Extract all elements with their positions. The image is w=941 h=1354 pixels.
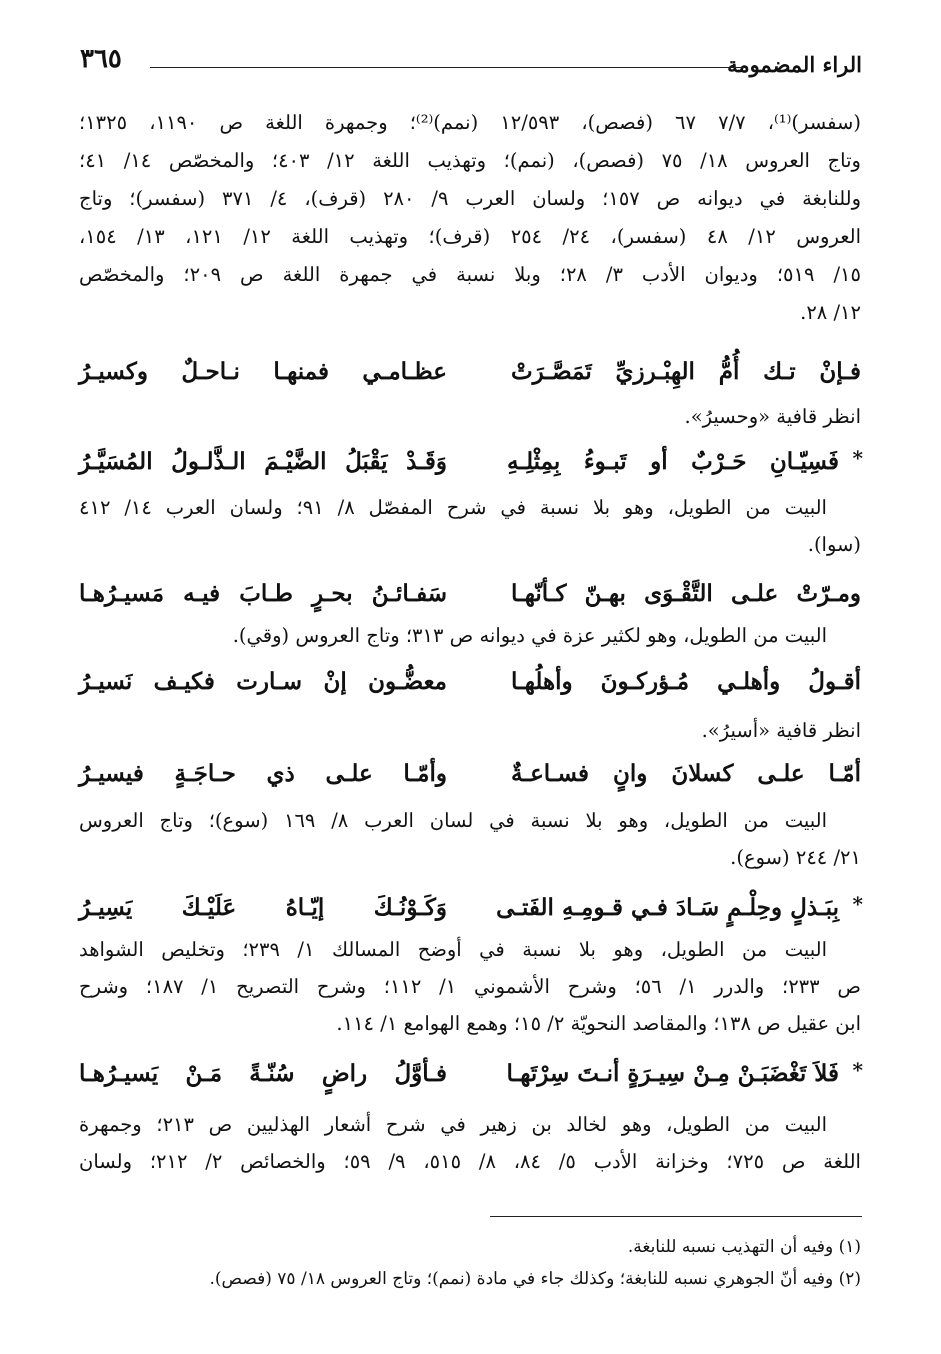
verse-line xyxy=(79,752,861,796)
intro-line: وللنابغة في ديوانه ص ١٥٧؛ ولسان العرب ٩/ ٢٨٠ (قرف)، ٤/ ٣٧١ (سفسر)؛ وتاج xyxy=(79,187,861,210)
verse-second-hemistich: وأمّـا علـى ذي حـاجَـةٍ فيسيـرُ xyxy=(79,760,447,787)
intro-line: وتاج العروس ١٨/ ٧٥ (فصص)، (نمم)؛ وتهذيب اللغة ١٢/ ٤٠٣؛ والمخصّص ١٤/ ٤١؛ xyxy=(79,149,861,172)
verse-note xyxy=(79,617,861,654)
note-line: انظر قافية «أسيرُ». xyxy=(701,719,861,742)
note-line: انظر قافية «وحسيرُ». xyxy=(684,405,861,428)
verse-line xyxy=(79,572,861,616)
verse-first-hemistich: فـإنْ تـك أُمُّ الهِبْـرزيِّ تَمَصَّـرَتْ xyxy=(511,358,861,385)
star-marker: * xyxy=(852,1058,863,1082)
note-line: ص ٢٣٣؛ والدرر ١/ ٥٦؛ وشرح الأشموني ١/ ١١٢؛ وشرح التصريح ١/ ١٨٧؛ وشرح xyxy=(79,975,861,998)
verse-first-hemistich: فَلاَ تَغْضَبَـنْ مِـنْ سِيـرَةٍ أنـتَ سِرْتَهـا xyxy=(506,1060,839,1087)
verse-first-hemistich: أقـولُ وأهلـي مُـؤركـونَ وأهلُهـا xyxy=(511,668,861,695)
verse-line xyxy=(79,1052,861,1096)
intro-line: ١٥/ ٥١٩؛ وديوان الأدب ٣/ ٢٨؛ وبلا نسبة في جمهرة اللغة ص ٢٠٩؛ والمخصّص xyxy=(79,263,861,286)
star-marker: * xyxy=(852,892,863,916)
page-number: ٣٦٥ xyxy=(80,44,122,74)
verse-line xyxy=(79,440,861,484)
note-line: اللغة ص ٧٢٥؛ وخزانة الأدب ٥/ ٨٤، ٨/ ٥١٥، ٩/ ٥٩؛ والخصائص ٢/ ٢١٢؛ ولسان xyxy=(79,1150,861,1173)
verse-first-hemistich: فَسِيّـانِ حَـرْبٌ أو تَبـوءُ بِمِثْلِـهِ xyxy=(507,448,839,475)
note-line: البيت من الطويل، وهو بلا نسبة في أوضح المسالك ١/ ٢٣٩؛ وتخليص الشواهد xyxy=(79,938,827,961)
verse-note xyxy=(79,1106,861,1180)
verse-note xyxy=(79,712,861,749)
verse-second-hemistich: عظـامـي فمنهـا نـاحـلٌ وكسيـرُ xyxy=(79,358,447,385)
note-line: البيت من الطويل، وهو لخالد بن زهير في شرح أشعار الهذليين ص ٢١٣؛ وجمهرة xyxy=(79,1113,827,1136)
verse-line xyxy=(79,886,861,930)
verse-first-hemistich: ومـرّتْ علـى التَّقْـوَى بهـنّ كـأنّهـا xyxy=(511,580,861,607)
verse-second-hemistich: وَكَـوْنُـكَ إيّـاهُ عَلَيْـكَ يَسِيـرُ xyxy=(79,894,447,921)
verse-note xyxy=(79,931,861,1042)
verse-first-hemistich: بِبَـذلٍ وحِلْـمٍ سَـادَ فـي قـومِـهِ الفَتـى xyxy=(496,894,839,921)
note-line: البيت من الطويل، وهو لكثير عزة في ديوانه ص ٣١٣؛ وتاج العروس (وقي). xyxy=(232,624,827,647)
note-line: ابن عقيل ص ١٣٨؛ والمقاصد النحويّة ٢/ ١٥؛ وهمع الهوامع ١/ ١١٤. xyxy=(336,1012,861,1035)
verse-second-hemistich: سَفـائـنُ بحـرٍ طـابَ فيـه مَسيـرُهـا xyxy=(79,580,447,607)
page-header xyxy=(80,44,862,84)
header-rule xyxy=(150,67,744,68)
verse-second-hemistich: معضُّـون إنْ سـارت فكيـف نَسيـرُ xyxy=(79,668,447,695)
verse-second-hemistich: فـأوَّلُ راضٍ سُنّـةً مَـنْ يَسيـرُهـا xyxy=(79,1060,447,1087)
verse-note xyxy=(79,398,861,435)
star-marker: * xyxy=(852,446,863,470)
intro-line: (سفسر)⁽¹⁾، ٧/٧ ٦٧ (فصص)، ١٢/٥٩٣ (نمم)⁽²⁾؛ وجمهرة اللغة ص ١١٩٠، ١٣٢٥؛ xyxy=(79,111,861,134)
intro-line: ١٢/ ٢٨. xyxy=(800,301,861,324)
note-line: البيت من الطويل، وهو بلا نسبة في لسان العرب ٨/ ١٦٩ (سوع)؛ وتاج العروس xyxy=(79,809,827,832)
note-line: ٢١/ ٢٤٤ (سوع). xyxy=(730,846,861,869)
footnote: (٢) وفيه أنّ الجوهري نسبه للنابغة؛ وكذلك جاء في مادة (نمم)؛ وتاج العروس ١٨/ ٧٥ (فصص). xyxy=(209,1269,861,1289)
verse-note xyxy=(79,489,861,563)
note-line: البيت من الطويل، وهو بلا نسبة في شرح المفصّل ٨/ ٩١؛ ولسان العرب ١٤/ ٤١٢ xyxy=(79,496,827,519)
verse-first-hemistich: أمّـا علـى كسلانَ وانٍ فسـاعـةٌ xyxy=(511,760,861,787)
verse-line xyxy=(79,660,861,704)
verse-note xyxy=(79,802,861,876)
verse-second-hemistich: وَقَـدْ يَقْبَلُ الضَّيْـمَ الـذَّلـولُ المُسَيَّـرُ xyxy=(79,448,447,475)
footnote-rule xyxy=(490,1216,862,1217)
intro-line: العروس ١٢/ ٤٨ (سفسر)، ٢٤/ ٢٥٤ (قرف)؛ وتهذيب اللغة ١٢/ ١٢١، ١٣/ ١٥٤، xyxy=(79,225,861,248)
footnote: (١) وفيه أن التهذيب نسبه للنابغة. xyxy=(627,1237,861,1257)
running-title: الراء المضمومة xyxy=(727,52,862,77)
intro-paragraph xyxy=(79,104,861,332)
note-line: (سوا). xyxy=(807,533,861,556)
verse-line xyxy=(79,350,861,394)
